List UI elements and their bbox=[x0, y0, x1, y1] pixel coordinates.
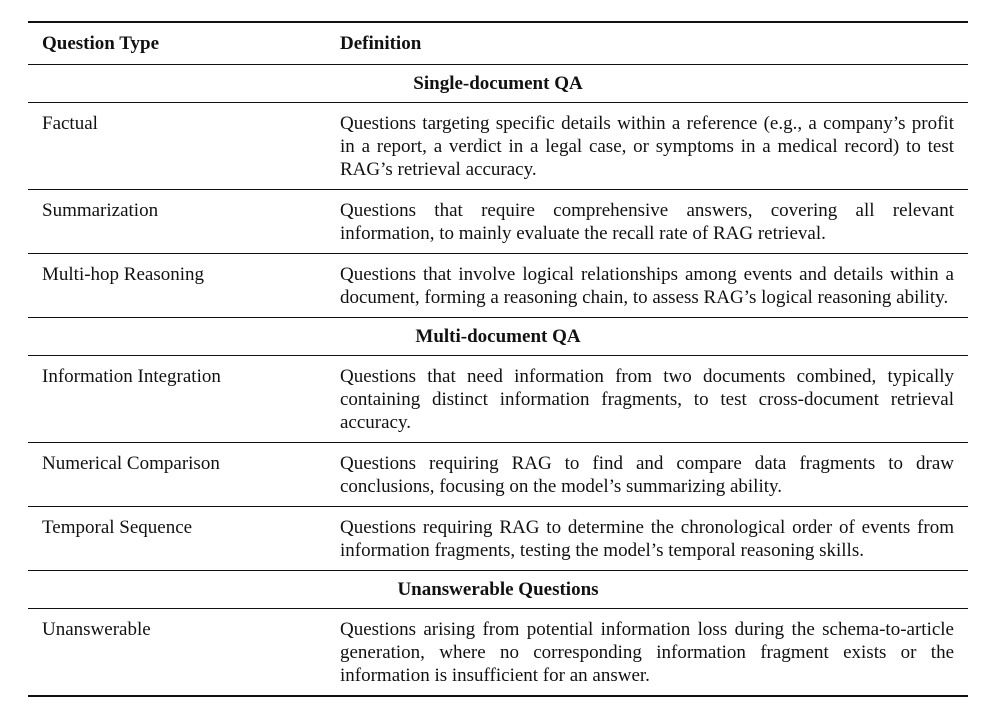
definition-cell: Questions that need information from two documents combined, typically containing distinct information fragments, to test cross-document retrieval accuracy. bbox=[340, 366, 954, 433]
section-title: Unanswerable Questions bbox=[28, 571, 968, 609]
section-row-multi-document bbox=[28, 318, 968, 356]
question-type-cell: Multi-hop Reasoning bbox=[28, 254, 326, 318]
table-row bbox=[28, 190, 968, 254]
definition-cell: Questions targeting specific details within a reference (e.g., a company’s profit in a report, a verdict in a legal case, or symptoms in a medical record) to test RAG’s retrieval accuracy. bbox=[340, 113, 954, 180]
section-row-single-document bbox=[28, 65, 968, 103]
question-type-cell: Temporal Sequence bbox=[28, 507, 326, 571]
header-question-type: Question Type bbox=[28, 22, 326, 65]
question-type-cell: Factual bbox=[42, 113, 98, 134]
question-type-table-container bbox=[28, 21, 968, 697]
section-row-unanswerable bbox=[28, 571, 968, 609]
header-definition: Definition bbox=[326, 22, 968, 65]
table-row bbox=[28, 103, 968, 190]
question-type-table bbox=[28, 21, 968, 697]
definition-cell: Questions that involve logical relationships among events and details within a document, forming a reasoning chain, to assess RAG’s logical reasoning ability. bbox=[326, 254, 968, 318]
question-type-cell: Information Integration bbox=[42, 366, 221, 387]
section-title: Single-document QA bbox=[28, 65, 968, 103]
section-title: Multi-document QA bbox=[28, 318, 968, 356]
table-row bbox=[28, 507, 968, 571]
table-body bbox=[28, 65, 968, 697]
header-row bbox=[28, 22, 968, 65]
question-type-cell: Numerical Comparison bbox=[28, 443, 326, 507]
table-header bbox=[28, 22, 968, 65]
definition-cell: Questions that require comprehensive answers, covering all relevant information, to mainly evaluate the recall rate of RAG retrieval. bbox=[326, 190, 968, 254]
definition-cell: Questions arising from potential information loss during the schema-to-article generation, where no corresponding information fragment exists or the information is insufficient for an answer. bbox=[340, 619, 954, 686]
table-row bbox=[28, 356, 968, 443]
table-row bbox=[28, 443, 968, 507]
definition-cell: Questions requiring RAG to find and compare data fragments to draw conclusions, focusing on the model’s summarizing ability. bbox=[326, 443, 968, 507]
definition-cell: Questions requiring RAG to determine the chronological order of events from information fragments, testing the model’s temporal reasoning skills. bbox=[326, 507, 968, 571]
table-row bbox=[28, 609, 968, 697]
question-type-cell: Summarization bbox=[28, 190, 326, 254]
question-type-cell: Unanswerable bbox=[42, 619, 151, 640]
table-row bbox=[28, 254, 968, 318]
